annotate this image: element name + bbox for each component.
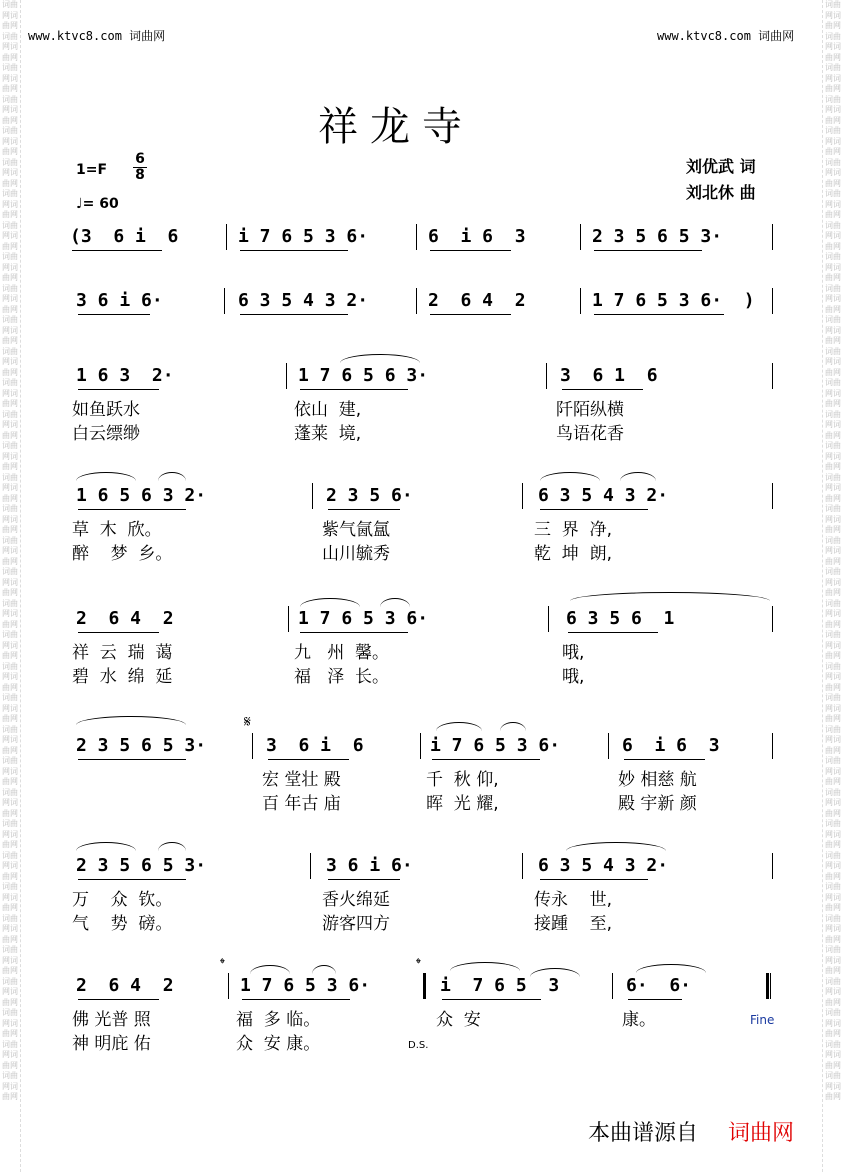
lyric-line: 蓬莱 境, — [294, 424, 362, 444]
beam-line — [78, 999, 159, 1000]
measure-notes: 2 6 4 2 — [76, 608, 174, 629]
bar-line — [548, 606, 549, 632]
bar-line — [522, 483, 523, 509]
lyric-line: 传永 世, — [534, 890, 613, 910]
beam-line — [430, 250, 511, 251]
key-signature: 1=F — [76, 162, 108, 178]
lyric-line: 千 秋 仰, — [426, 770, 499, 790]
measure-notes: 6 i 6 3 — [622, 735, 720, 756]
lyric-line: 哦, — [562, 643, 585, 663]
slur-mark — [250, 965, 290, 974]
beam-line — [594, 314, 724, 315]
lyric-line: 阡陌纵横 — [556, 400, 624, 420]
margin-line-left — [20, 0, 21, 1172]
measure-notes: 3 6 1 6 — [560, 365, 658, 386]
bar-line — [224, 288, 225, 314]
measure-notes: (3 6 i 6 — [70, 226, 179, 247]
bar-line — [612, 973, 613, 999]
slur-mark — [540, 472, 600, 481]
beam-line — [268, 759, 349, 760]
slur-mark — [530, 968, 580, 977]
quarter-note-icon: ♩ — [76, 196, 83, 212]
lyric-line: 祥 云 瑞 蔼 — [72, 643, 173, 663]
beam-line — [442, 999, 541, 1000]
ds-mark: D.S. — [408, 1040, 429, 1051]
measure-notes: 1 6 3 2· — [76, 365, 174, 386]
margin-line-right — [822, 0, 823, 1172]
lyric-line: 醉 梦 乡。 — [72, 544, 173, 564]
lyric-line: 百 年古 庙 — [262, 794, 341, 814]
slur-mark — [380, 598, 410, 607]
beam-line — [540, 509, 648, 510]
time-top: 6 — [135, 151, 145, 167]
tempo-marking — [76, 196, 119, 212]
tempo-value: = 60 — [82, 196, 119, 212]
measure-notes: 1 7 6 5 6 3· — [298, 365, 429, 386]
measure-notes: 2 6 4 2 — [76, 975, 174, 996]
measure-notes: i 7 6 5 3 6· — [430, 735, 561, 756]
measure-notes: 2 3 5 6· — [326, 485, 413, 506]
measure-notes: 1 7 6 5 3 6· ) — [592, 290, 755, 311]
measure-notes: 6 3 5 4 3 2· — [538, 485, 669, 506]
beam-line — [328, 879, 400, 880]
lyric-line: 万 众 钦。 — [72, 890, 173, 910]
bar-line — [522, 853, 523, 879]
lyric-line: 接踵 至, — [534, 914, 613, 934]
lyric-line: 宏 堂壮 殿 — [262, 770, 341, 790]
measure-notes: 6 3 5 6 1 — [566, 608, 675, 629]
bar-line — [772, 606, 773, 632]
slur-mark — [76, 716, 186, 725]
bar-line — [228, 973, 229, 999]
lyric-line: 草 木 欣。 — [72, 520, 162, 540]
slur-mark — [566, 842, 666, 851]
measure-notes: i 7 6 5 3 6· — [238, 226, 369, 247]
beam-line — [78, 314, 150, 315]
time-bottom: 8 — [135, 167, 145, 183]
beam-line — [78, 389, 159, 390]
lyric-line: 鸟语花香 — [556, 424, 624, 444]
bar-line — [772, 363, 773, 389]
slur-mark — [76, 472, 136, 481]
bar-line — [772, 853, 773, 879]
slur-mark — [436, 722, 482, 731]
bar-line — [772, 733, 773, 759]
beam-line — [240, 314, 348, 315]
beam-line — [240, 250, 348, 251]
lyric-line: 殿 宇新 颜 — [618, 794, 697, 814]
beam-line — [78, 879, 186, 880]
beam-line — [300, 632, 408, 633]
beam-line — [430, 314, 511, 315]
measure-notes: 6· 6· — [626, 975, 692, 996]
slur-mark — [570, 592, 770, 601]
measure-notes: 1 7 6 5 3 6· — [240, 975, 371, 996]
fine-mark: Fine — [750, 1013, 775, 1027]
header-url-right: www.ktvc8.com 词曲网 — [657, 29, 795, 43]
slur-mark — [340, 354, 420, 363]
header-url-left: www.ktvc8.com 词曲网 — [28, 29, 166, 43]
lyric-line: 白云缥缈 — [72, 424, 140, 444]
slur-mark — [158, 842, 186, 851]
measure-notes: 3 6 i 6· — [76, 290, 163, 311]
beam-line — [72, 250, 162, 251]
bar-line — [252, 733, 253, 759]
beam-line — [78, 509, 186, 510]
bar-line — [288, 606, 289, 632]
measure-notes: 3 6 i 6 — [266, 735, 364, 756]
lyric-line: 妙 相慈 航 — [618, 770, 697, 790]
beam-line — [540, 879, 648, 880]
lyric-line: 九 州 馨。 — [294, 643, 390, 663]
side-watermark-left: 词曲网词曲网词曲网词曲网词曲网词曲网词曲网词曲网词曲网词曲网词曲网词曲网词曲网词曲网词曲网词曲网词曲网词曲网词曲网词曲网词曲网词曲网词曲网词曲网词曲网词曲网词曲网词曲网词曲网词曲网词曲网词曲网词曲网词曲网词曲网词曲网词曲网词曲网词曲网词曲网词曲网词曲网词曲网词曲网词曲网词曲网词曲网词曲网词曲网词曲网词曲网词曲网词曲网词曲网词曲网词曲网词曲网词曲网词曲网词曲网词曲网词曲网词曲网词曲网词曲网词曲网词曲网词曲网词曲网词曲网 — [2, 0, 18, 1101]
beam-line — [432, 759, 540, 760]
lyric-line: 游客四方 — [322, 914, 390, 934]
measure-notes: 2 3 5 6 5 3· — [76, 735, 207, 756]
lyric-line: 康。 — [622, 1010, 656, 1030]
bar-line — [310, 853, 311, 879]
bar-line — [226, 224, 227, 250]
lyric-line: 紫气氤氲 — [322, 520, 390, 540]
lyric-line: 福 多 临。 — [236, 1010, 321, 1030]
bar-line — [416, 224, 417, 250]
slur-mark — [158, 472, 186, 481]
composer-credit: 刘北休 曲 — [686, 183, 756, 202]
lyricist-credit: 刘优武 词 — [686, 157, 756, 176]
bar-line — [416, 288, 417, 314]
bar-line — [770, 973, 771, 999]
song-title: 祥龙寺 — [318, 104, 474, 150]
beam-line — [628, 999, 682, 1000]
bar-line — [772, 224, 773, 250]
slur-mark — [636, 964, 706, 973]
bar-line — [608, 733, 609, 759]
lyric-line: 乾 坤 朗, — [534, 544, 613, 564]
slur-mark — [620, 472, 656, 481]
lyric-line: 众 安 康。 — [236, 1034, 321, 1054]
beam-line — [594, 250, 702, 251]
measure-notes: i 7 6 5 3 — [440, 975, 560, 996]
lyric-line: 佛 光普 照 — [72, 1010, 151, 1030]
lyric-line: 晖 光 耀, — [426, 794, 499, 814]
beam-line — [562, 389, 643, 390]
bar-line — [546, 363, 547, 389]
bar-line — [420, 733, 421, 759]
double-bar-line — [766, 973, 769, 999]
lyric-line: 三 界 净, — [534, 520, 613, 540]
slur-mark — [312, 965, 336, 974]
lyric-line: 众 安 — [436, 1010, 481, 1030]
double-bar-line — [423, 973, 426, 999]
bar-line — [772, 483, 773, 509]
lyric-line: 神 明庇 佑 — [72, 1034, 151, 1054]
time-signature — [133, 152, 147, 183]
lyric-line: 山川毓秀 — [322, 544, 390, 564]
measure-notes: 6 3 5 4 3 2· — [538, 855, 669, 876]
measure-notes: 2 6 4 2 — [428, 290, 526, 311]
slur-mark — [450, 962, 520, 971]
beam-line — [328, 509, 400, 510]
beam-line — [78, 759, 186, 760]
footer-source-label: 本曲谱源自 — [588, 1121, 699, 1146]
measure-notes: 6 3 5 4 3 2· — [238, 290, 369, 311]
lyric-line: 哦, — [562, 667, 585, 687]
bar-line — [580, 224, 581, 250]
bar-line — [580, 288, 581, 314]
measure-notes: 2 3 5 6 5 3· — [592, 226, 723, 247]
beam-line — [78, 632, 159, 633]
bar-line — [286, 363, 287, 389]
lyric-line: 香火绵延 — [322, 890, 390, 910]
lyric-line: 碧 水 绵 延 — [72, 667, 173, 687]
measure-notes: 2 3 5 6 5 3· — [76, 855, 207, 876]
measure-notes: 3 6 i 6· — [326, 855, 413, 876]
measure-notes: 6 i 6 3 — [428, 226, 526, 247]
bar-line — [312, 483, 313, 509]
slur-mark — [300, 598, 360, 607]
beam-line — [242, 999, 350, 1000]
side-watermark-right: 词曲网词曲网词曲网词曲网词曲网词曲网词曲网词曲网词曲网词曲网词曲网词曲网词曲网词曲网词曲网词曲网词曲网词曲网词曲网词曲网词曲网词曲网词曲网词曲网词曲网词曲网词曲网词曲网词曲网词曲网词曲网词曲网词曲网词曲网词曲网词曲网词曲网词曲网词曲网词曲网词曲网词曲网词曲网词曲网词曲网词曲网词曲网词曲网词曲网词曲网词曲网词曲网词曲网词曲网词曲网词曲网词曲网词曲网词曲网词曲网词曲网词曲网词曲网词曲网词曲网词曲网词曲网词曲网词曲网词曲网 — [825, 0, 841, 1101]
slur-mark — [500, 722, 526, 731]
beam-line — [624, 759, 705, 760]
slur-mark — [76, 842, 136, 851]
measure-notes: 1 6 5 6 3 2· — [76, 485, 207, 506]
bar-line — [772, 288, 773, 314]
coda-mark-2: 𝄌 — [416, 956, 421, 972]
lyric-line: 依山 建, — [294, 400, 362, 420]
lyric-line: 气 势 磅。 — [72, 914, 173, 934]
segno-mark: 𝄋 — [244, 712, 251, 731]
footer-brand: 词曲网 — [728, 1121, 795, 1146]
coda-mark-1: 𝄌 — [220, 956, 225, 972]
beam-line — [568, 632, 658, 633]
measure-notes: 1 7 6 5 3 6· — [298, 608, 429, 629]
lyric-line: 福 泽 长。 — [294, 667, 390, 687]
beam-line — [300, 389, 408, 390]
lyric-line: 如鱼跃水 — [72, 400, 140, 420]
